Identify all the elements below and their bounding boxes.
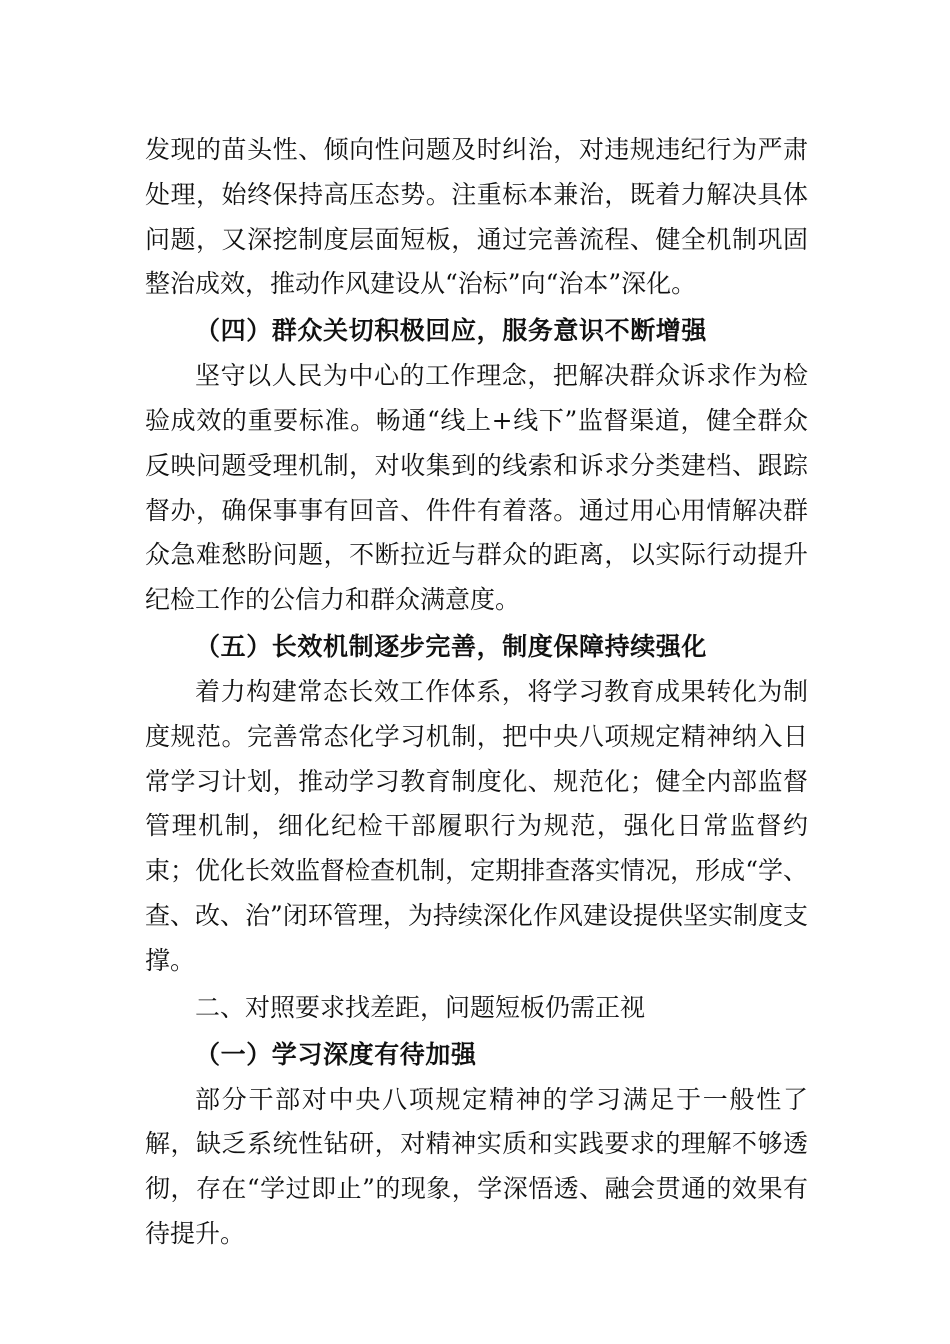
paragraph-masses-response: 坚守以人民为中心的工作理念，把解决群众诉求作为检验成效的重要标准。畅通“线上+线下”监督渠道，健全群众反映问题受理机制，对收集到的线索和诉求分类建档、跟踪督办，确保事事有回音、件件有着落。通过用心用情解决群众急难愁盼问题，不断拉近与群众的距离，以实际行动提升纪检工作的公信力和群众满意度。 <box>145 361 808 615</box>
heading-long-term-mechanism: （五）长效机制逐步完善，制度保障持续强化 <box>195 631 708 661</box>
section-heading-gaps: 二、对照要求找差距，问题短板仍需正视 <box>195 992 646 1022</box>
heading-study-depth: （一）学习深度有待加强 <box>195 1039 477 1069</box>
heading-masses-response: （四）群众关切积极回应，服务意识不断增强 <box>195 316 708 346</box>
paragraph-long-term-mechanism: 着力构建常态长效工作体系，将学习教育成果转化为制度规范。完善常态化学习机制，把中央八项规定精神纳入日常学习计划，推动学习教育制度化、规范化；健全内部监督管理机制，细化纪检干部履职行为规范，强化日常监督约束；优化长效监督检查机制，定期排查落实情况，形成“学、查、改、治”闭环管理，为持续深化作风建设提供坚实制度支撑。 <box>145 676 808 975</box>
paragraph-rectification: 发现的苗头性、倾向性问题及时纠治，对违规违纪行为严肃处理，始终保持高压态势。注重标本兼治，既着力解决具体问题，又深挖制度层面短板，通过完善流程、健全机制巩固整治成效，推动作风建设从“治标”向“治本”深化。 <box>145 135 808 299</box>
paragraph-study-depth: 部分干部对中央八项规定精神的学习满足于一般性了解，缺乏系统性钻研，对精神实质和实践要求的理解不够透彻，存在“学过即止”的现象，学深悟透、融会贯通的效果有待提升。 <box>145 1084 808 1248</box>
document-page <box>145 128 808 1257</box>
